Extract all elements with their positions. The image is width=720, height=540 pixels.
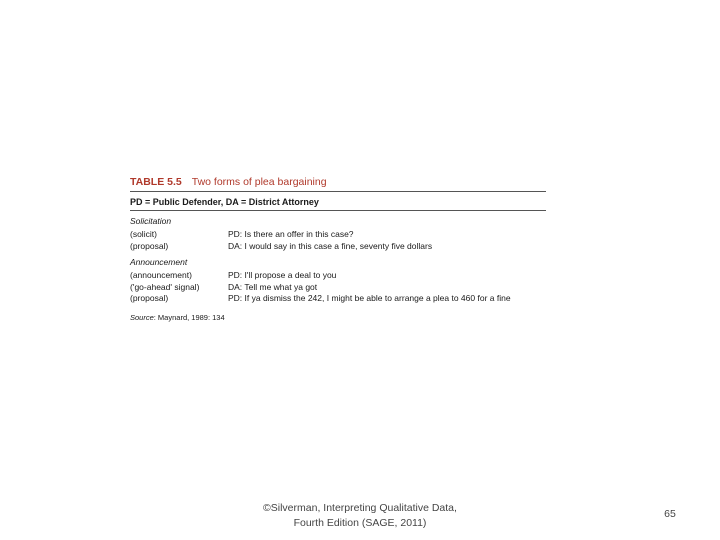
- table-key: PD = Public Defender, DA = District Attorney: [130, 197, 319, 207]
- row-utterance: PD: If ya dismiss the 242, I might be able to arrange a plea to 460 for a fine: [228, 293, 511, 303]
- row-label: (announcement): [130, 270, 192, 280]
- table-title: Two forms of plea bargaining: [191, 176, 327, 188]
- credit-line-1: ©Silverman, Interpreting Qualitative Data,: [263, 502, 457, 514]
- table-source: [130, 313, 546, 322]
- footer-credit: [240, 501, 480, 531]
- row-utterance: PD: I'll propose a deal to you: [228, 270, 337, 280]
- section-heading: Solicitation: [130, 216, 172, 226]
- table-number: TABLE 5.5: [130, 176, 182, 188]
- source-label: Source: [130, 312, 154, 322]
- table-row: [130, 241, 546, 253]
- table-row: [130, 229, 546, 241]
- table-row: [130, 293, 546, 305]
- row-label: (solicit): [130, 229, 157, 239]
- table-key-rule: [130, 210, 546, 211]
- table-row: [130, 282, 546, 294]
- table-caption: [130, 175, 546, 189]
- section-solicitation: [130, 216, 546, 252]
- credit-line-2: Fourth Edition (SAGE, 2011): [293, 517, 427, 529]
- table-5-5: [130, 175, 546, 322]
- section-heading: Announcement: [130, 257, 188, 267]
- page-number: 65: [664, 508, 676, 520]
- row-utterance: PD: Is there an offer in this case?: [228, 229, 354, 239]
- source-text: : Maynard, 1989: 134: [153, 312, 225, 322]
- row-label: ('go-ahead' signal): [130, 281, 200, 292]
- row-utterance: DA: I would say in this case a fine, seventy five dollars: [228, 240, 433, 251]
- section-announcement: [130, 257, 546, 305]
- row-label: (proposal): [130, 293, 169, 303]
- row-utterance: DA: Tell me what ya got: [228, 281, 318, 292]
- row-label: (proposal): [130, 240, 169, 251]
- table-row: [130, 270, 546, 282]
